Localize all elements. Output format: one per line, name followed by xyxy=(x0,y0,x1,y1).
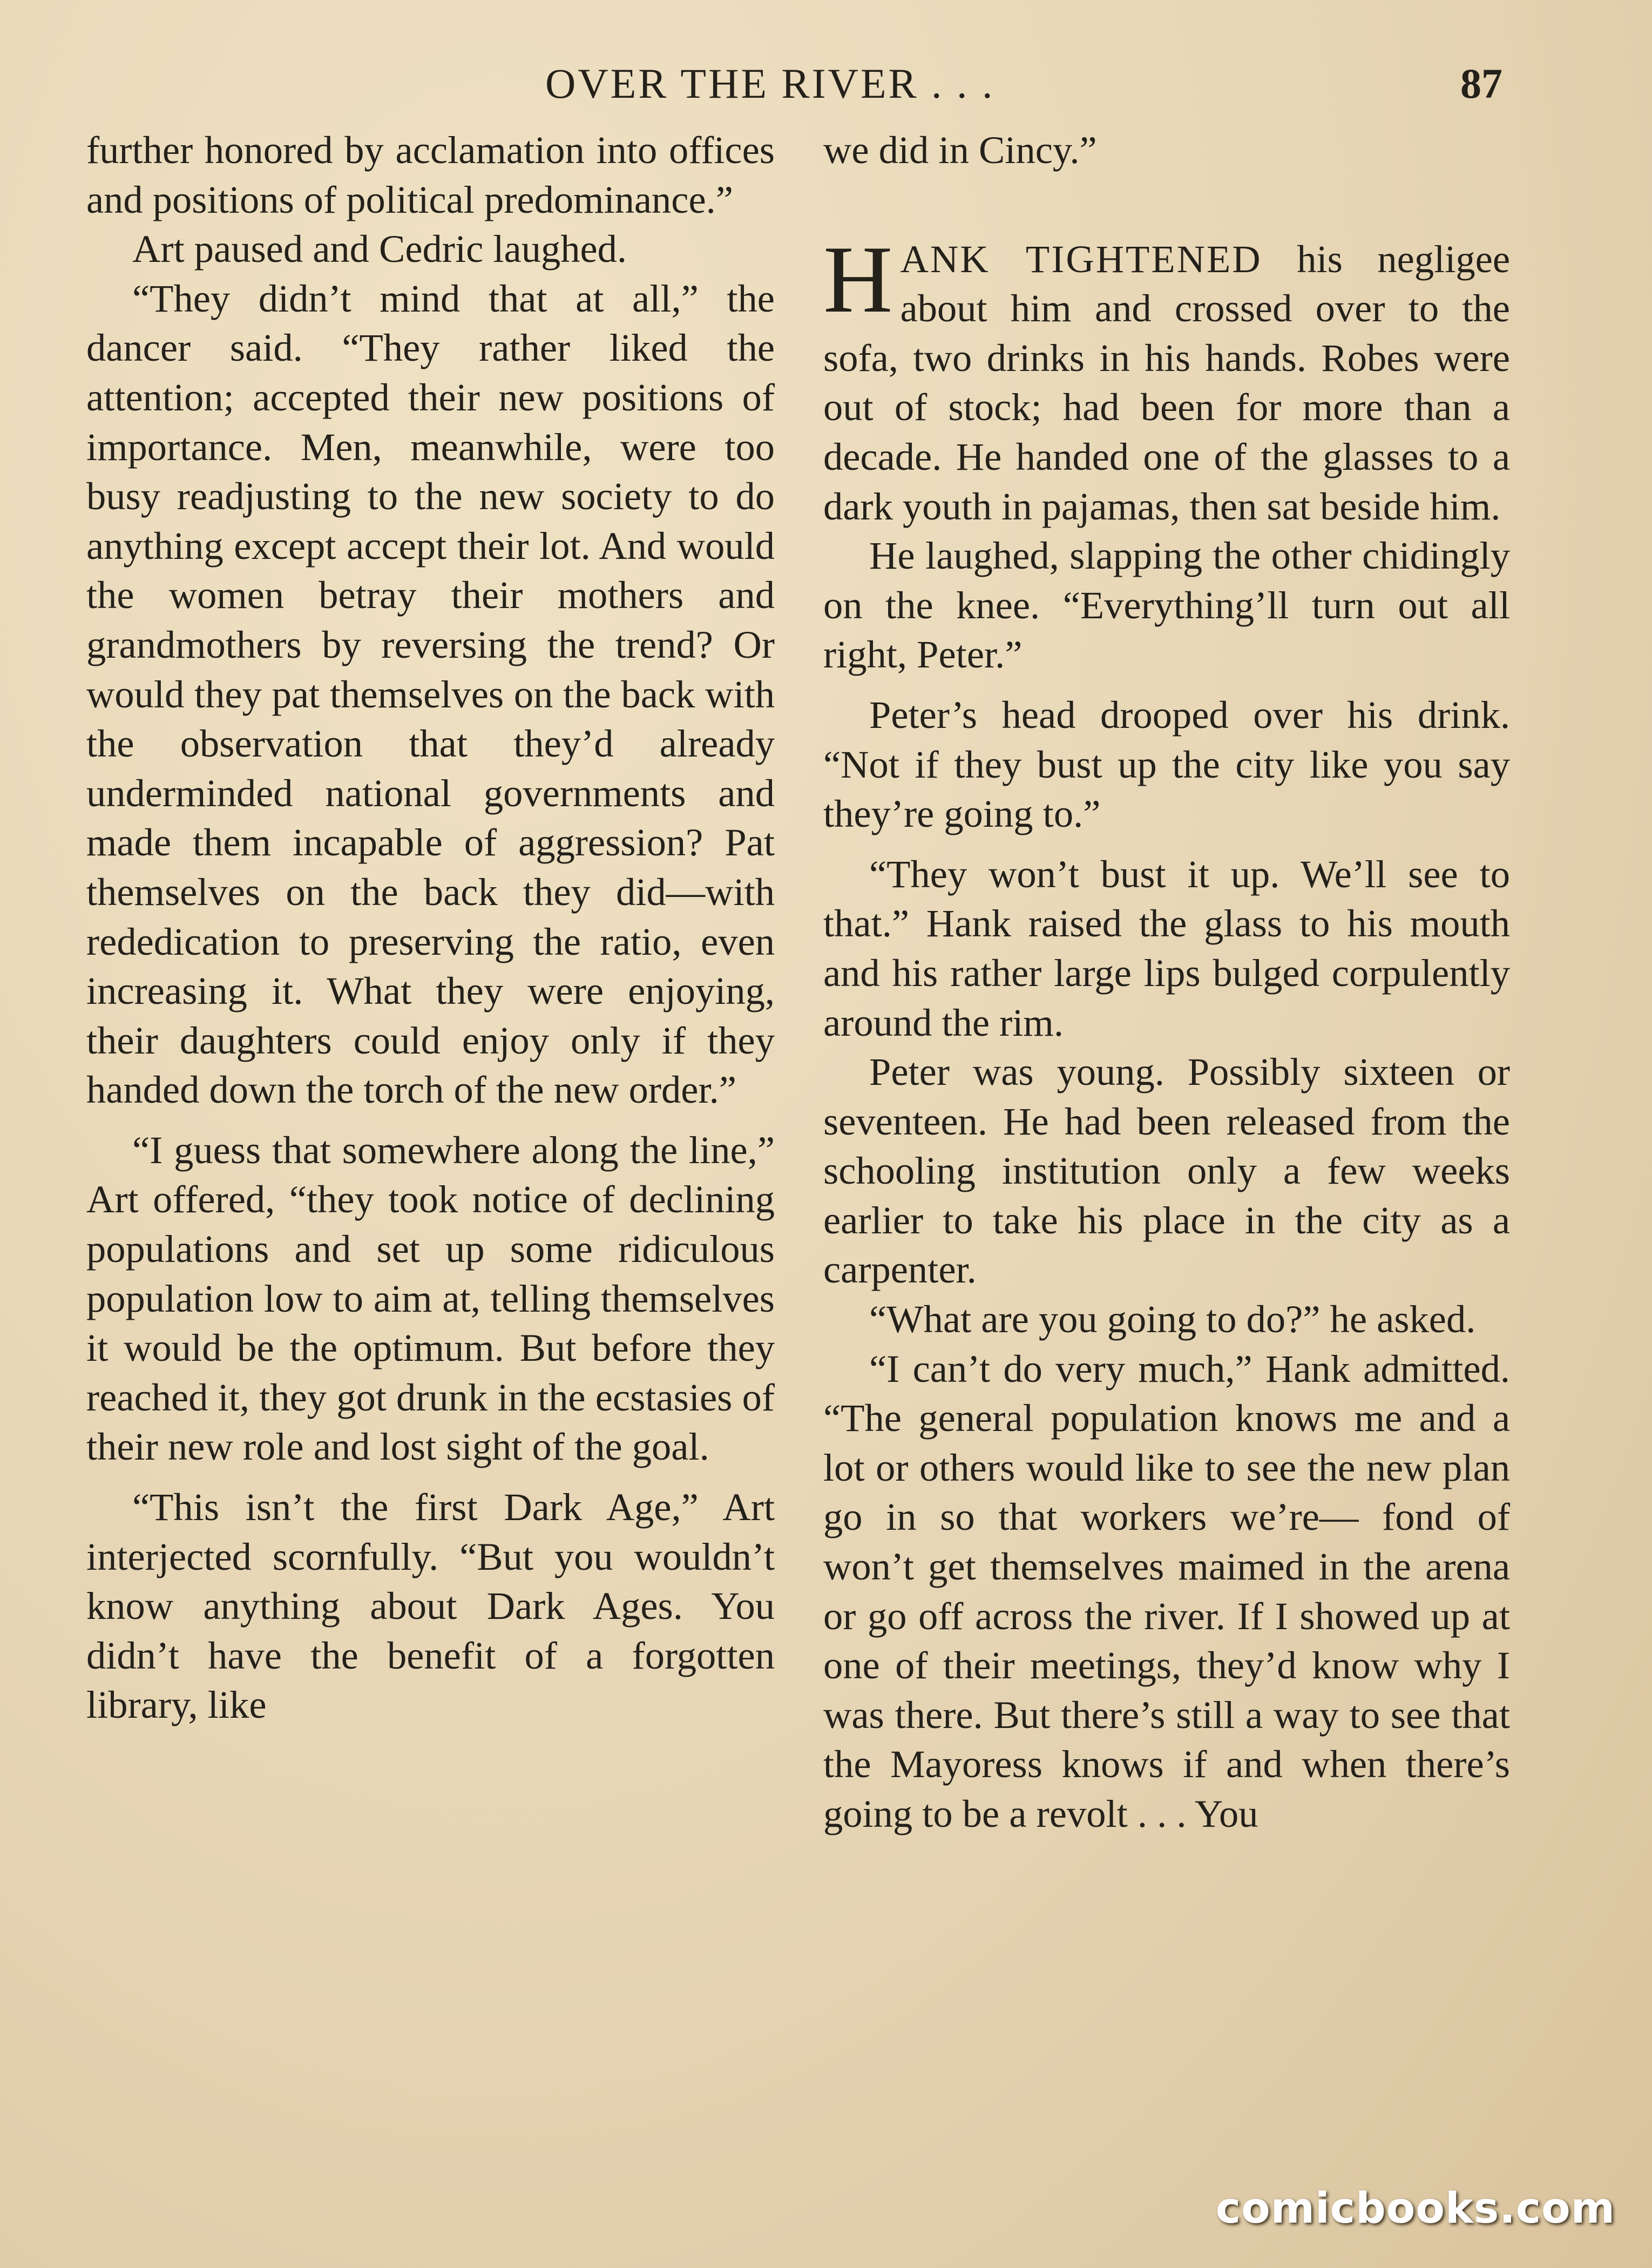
lead-in-text: ANK TIGHTENED xyxy=(900,237,1262,281)
right-column xyxy=(823,125,1510,1839)
paragraph: further honored by acclamation into offices and positions of political predominance.” xyxy=(86,128,775,221)
left-column xyxy=(86,125,775,1730)
paragraph: Peter’s head drooped over his drink. “Not if they bust up the city like you say they’re going to.” xyxy=(823,692,1510,836)
paragraph: “They didn’t mind that at all,” the dancer said. “They rather liked the attention; accepted their new positions of importance. Men, meanwhile, were too busy readjusting to the new society to do anything except accept their lot. And would the women betray their mothers and grandmothers by reversing the trend? Or would they pat themselves on the back with the observation that they’d already underminded national governments and made them incapable of aggression? Pat themselves on the back they did—with rededication to preserving the ratio, even increasing it. What they were enjoying, their daughters could enjoy only if they handed down the torch of the new order.” xyxy=(86,276,775,1112)
paragraph: “This isn’t the first Dark Age,” Art interjected scornfully. “But you wouldn’t know anything about Dark Ages. You didn’t have the benefit of a forgotten library, like xyxy=(86,1485,775,1727)
paragraph: we did in Cincy.” xyxy=(823,128,1097,172)
watermark: comicbooks.com xyxy=(1215,2184,1615,2233)
drop-cap: H xyxy=(823,225,893,333)
paragraph: “I guess that somewhere along the line,” Art offered, “they took notice of declining populations and set up some ridiculous population low to aim at, telling themselves it would be the optimum. But before they reached it, they got drunk in the ecstasies of their new role and lost sight of the goal. xyxy=(86,1128,775,1469)
paragraph-text: his negligee about him and crossed over to the sofa, two drinks in his hands. Robes were out of stock; had been for more than a decade. He handed one of the glasses to a dark youth in pajamas, then sat beside him. xyxy=(823,237,1510,528)
paragraph: “I can’t do very much,” Hank admitted. “The general population knows me and a lot or others would like to see the new plan go in so that workers we’re— fond of won’t get themselves maimed in the arena or go off across the river. If I showed up at one of their meetings, they’d know why I was there. But there’s still a way to see that the Mayoress knows if and when there’s going to be a revolt . . . You xyxy=(823,1346,1510,1835)
paragraph: He laughed, slapping the other chidingly on the knee. “Everything’ll turn out all right, Peter.” xyxy=(823,534,1510,677)
page-number: 87 xyxy=(1460,60,1502,107)
section-opening-paragraph xyxy=(823,225,1510,531)
paragraph: “They won’t bust it up. We’ll see to that.” Hank raised the glass to his mouth and his rather large lips bulged corpulently around the rim. xyxy=(823,852,1510,1044)
paragraph: Art paused and Cedric laughed. xyxy=(132,227,627,271)
page-header xyxy=(0,54,1652,113)
paragraph: Peter was young. Possibly sixteen or seventeen. He had been released from the schooling institution only a few weeks earlier to take his place in the city as a carpenter. xyxy=(823,1050,1510,1292)
running-head: OVER THE RIVER . . . xyxy=(545,60,995,107)
paragraph: “What are you going to do?” he asked. xyxy=(869,1297,1476,1341)
